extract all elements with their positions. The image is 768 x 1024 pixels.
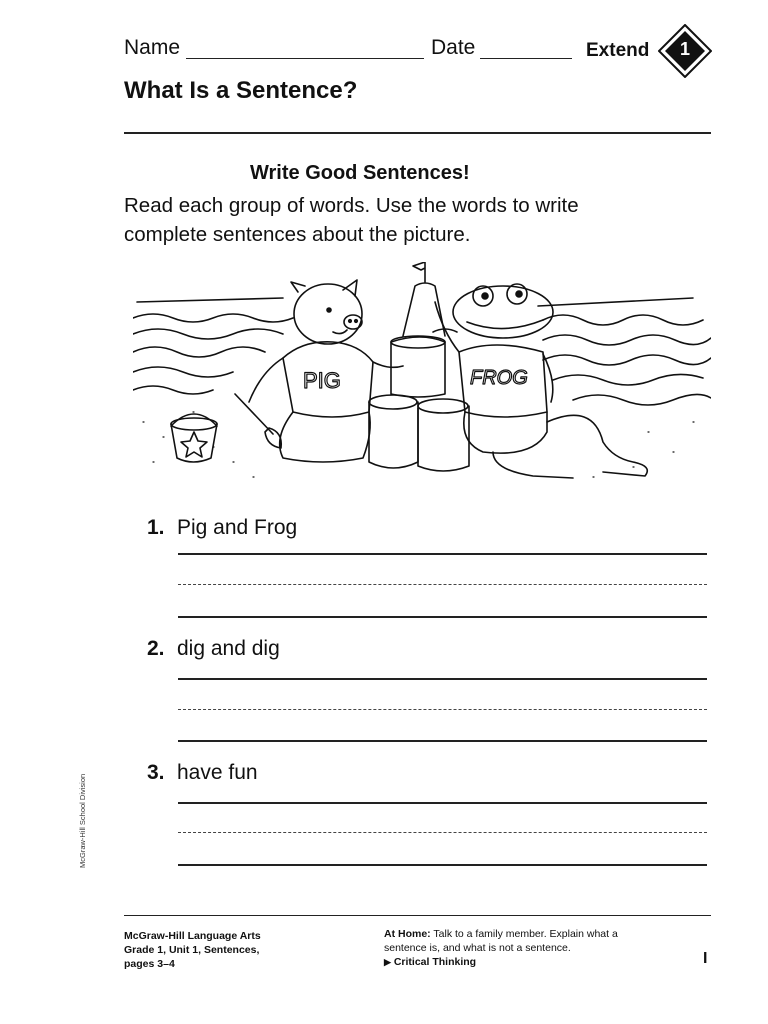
at-home-text-1: Talk to a family member. Explain what a [433, 928, 618, 940]
question-number: 2. [147, 637, 165, 660]
name-label: Name [124, 36, 181, 59]
lesson-badge [658, 24, 712, 78]
pig-character [249, 280, 403, 462]
at-home-text-2: sentence is, and what is not a sentence. [384, 942, 571, 954]
publisher-line-3: pages 3–4 [124, 958, 175, 970]
instructions-line-2: complete sentences about the picture. [124, 223, 471, 246]
writing-line-mid[interactable] [178, 709, 707, 710]
badge-number: 1 [679, 39, 690, 59]
play-triangle-icon: ▶ [384, 957, 391, 967]
shovel [235, 394, 273, 434]
publisher-line-1: McGraw-Hill Language Arts [124, 930, 261, 942]
extend-label: Extend [586, 40, 650, 61]
question-prompt: have fun [177, 761, 258, 784]
at-home-note [384, 927, 618, 969]
publisher-info [124, 929, 261, 971]
side-credit: McGraw-Hill School Division [78, 773, 87, 868]
ocean-waves [133, 314, 711, 405]
pig-shirt-text: PIG [303, 368, 341, 393]
question-prompt: Pig and Frog [177, 516, 298, 539]
instructions-line-1: Read each group of words. Use the words to write [124, 194, 579, 217]
date-field[interactable] [480, 58, 572, 59]
frog-shirt-text: FROG [470, 367, 528, 389]
critical-thinking-label: Critical Thinking [393, 956, 477, 968]
pail [171, 414, 217, 462]
question-number: 1. [147, 516, 165, 539]
beach-illustration [133, 262, 711, 492]
writing-line-top[interactable] [178, 678, 707, 680]
page-title: What Is a Sentence? [124, 77, 358, 104]
writing-line-mid[interactable] [178, 832, 707, 833]
question-prompt: dig and dig [177, 637, 280, 660]
writing-line-mid[interactable] [178, 584, 707, 585]
date-label: Date [431, 36, 476, 59]
writing-line-base[interactable] [178, 864, 707, 866]
title-divider [124, 132, 711, 134]
section-heading: Write Good Sentences! [250, 162, 470, 184]
question-number: 3. [147, 761, 165, 784]
at-home-label: At Home: [384, 928, 431, 940]
publisher-line-2: Grade 1, Unit 1, Sentences, [124, 944, 260, 956]
writing-line-top[interactable] [178, 802, 707, 804]
page-number: I [703, 950, 708, 967]
writing-line-top[interactable] [178, 553, 707, 555]
name-field[interactable] [186, 58, 424, 59]
frog-character [435, 284, 647, 478]
writing-line-base[interactable] [178, 740, 707, 742]
footer-divider [124, 915, 711, 916]
writing-line-base[interactable] [178, 616, 707, 618]
